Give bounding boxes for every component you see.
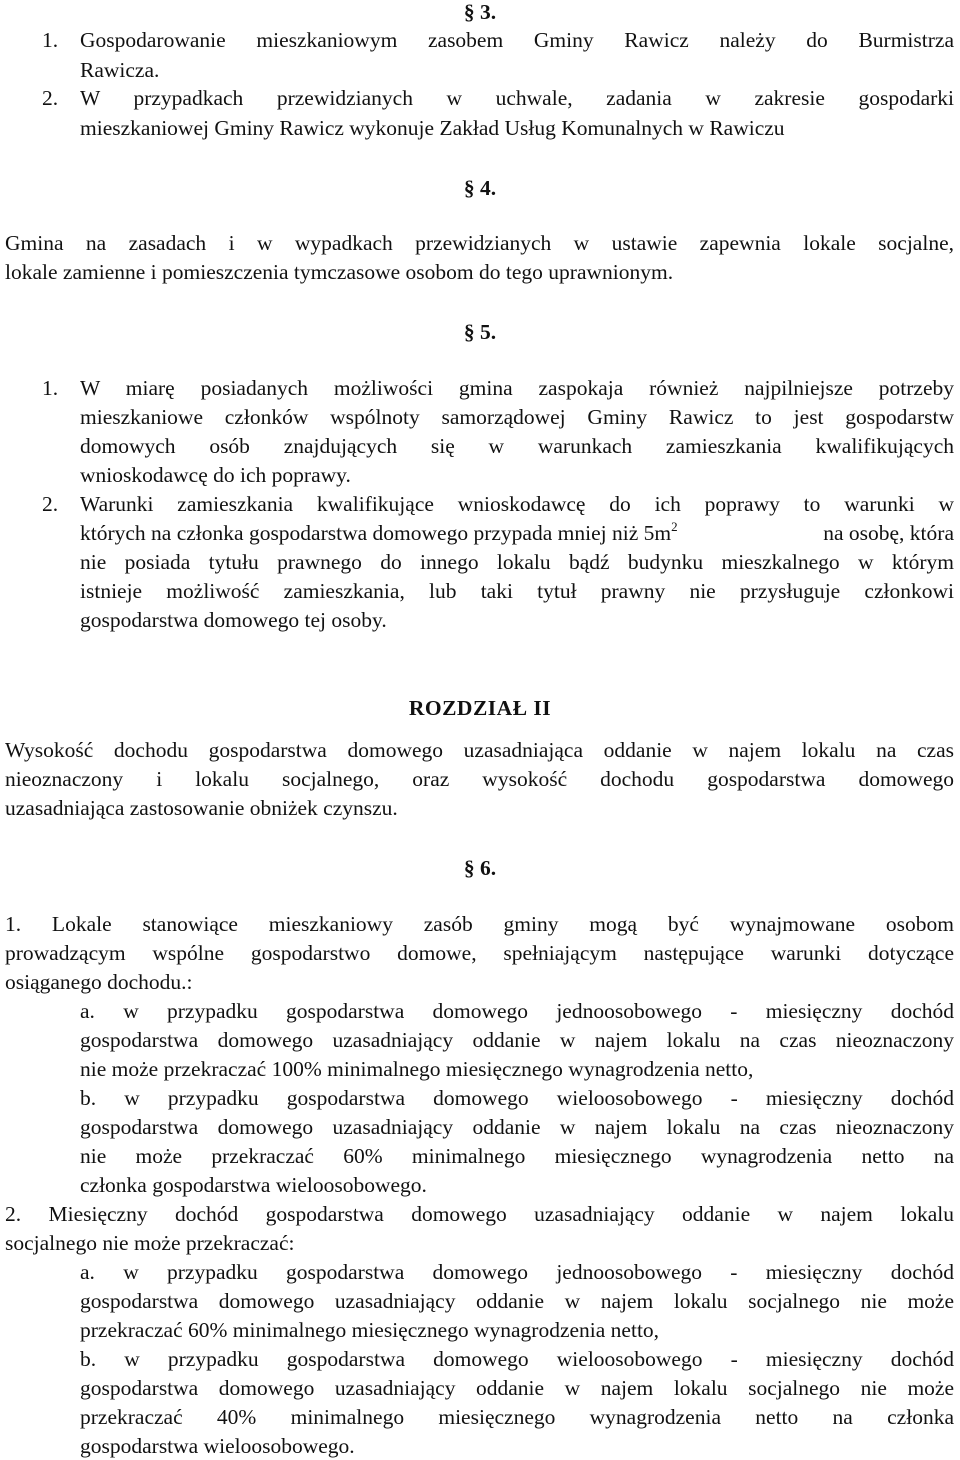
s6-p1-line-2: prowadzącym wspólne gospodarstwo domowe, spełniającym następujące warunki dotyczące	[5, 941, 954, 965]
s6-p2-a-line-2: gospodarstwa domowego uzasadniający oddanie w najem lokalu socjalnego nie może	[80, 1289, 954, 1313]
superscript-2: 2	[671, 519, 678, 534]
chapter-line-2: nieoznaczony i lokalu socjalnego, oraz wysokość dochodu gospodarstwa domowego	[5, 767, 954, 791]
s6-p1-a-line-2: gospodarstwa domowego uzasadniający oddanie w najem lokalu na czas nieoznaczony	[80, 1028, 954, 1052]
s5-item-2-line-4: istnieje możliwość zamieszkania, lub taki tytuł prawny nie przysługuje członkowi	[80, 579, 954, 603]
s3-item-1-line-1: Gospodarowanie mieszkaniowym zasobem Gminy Rawicz należy do Burmistrza	[80, 28, 954, 52]
s5-item-1-line-2: mieszkaniowe członków wspólnoty samorządowej Gminy Rawicz to jest gospodarstw	[80, 405, 954, 429]
s4-line-2: lokale zamienne i pomieszczenia tymczasowe osobom do tego uprawnionym.	[5, 260, 674, 284]
s6-p1-b-line-3: nie może przekraczać 60% minimalnego miesięcznego wynagrodzenia netto na	[80, 1144, 954, 1168]
s6-p2-line-2: socjalnego nie może przekraczać:	[5, 1231, 295, 1255]
s5-item-2-line-2-tail: na osobę, która	[823, 521, 954, 545]
s5-item-1-line-3: domowych osób znajdujących się w warunkach zamieszkania kwalifikujących	[80, 434, 954, 458]
s6-p2-a-line-3: przekraczać 60% minimalnego miesięcznego wynagrodzenia netto,	[80, 1318, 660, 1342]
s6-p2-b-line-4: gospodarstwa wieloosobowego.	[80, 1434, 355, 1458]
s5-item-1-num: 1.	[42, 376, 59, 400]
s3-item-2-num: 2.	[42, 86, 59, 110]
s6-p1-b-line-1: b. w przypadku gospodarstwa domowego wieloosobowego - miesięczny dochód	[80, 1086, 954, 1110]
s6-p1-a-line-3: nie może przekraczać 100% minimalnego miesięcznego wynagrodzenia netto,	[80, 1057, 754, 1081]
chapter-line-1: Wysokość dochodu gospodarstwa domowego uzasadniająca oddanie w najem lokalu na czas	[5, 738, 954, 762]
section-heading-4: § 4.	[463, 176, 497, 200]
s6-p2-b-line-1: b. w przypadku gospodarstwa domowego wieloosobowego - miesięczny dochód	[80, 1347, 954, 1371]
s6-p1-line-3: osiąganego dochodu.:	[5, 970, 193, 994]
s6-p1-a-line-1: a. w przypadku gospodarstwa domowego jednoosobowego - miesięczny dochód	[80, 999, 954, 1023]
chapter-title: ROZDZIAŁ II	[408, 696, 552, 720]
s3-item-1-num: 1.	[42, 28, 59, 52]
s5-item-2-line-3: nie posiada tytułu prawnego do innego lokalu bądź budynku mieszkalnego w którym	[80, 550, 954, 574]
s4-line-1: Gmina na zasadach i w wypadkach przewidzianych w ustawie zapewnia lokale socjalne,	[5, 231, 954, 255]
s6-p1-b-line-2: gospodarstwa domowego uzasadniający oddanie w najem lokalu na czas nieoznaczony	[80, 1115, 954, 1139]
s6-p2-a-line-1: a. w przypadku gospodarstwa domowego jednoosobowego - miesięczny dochód	[80, 1260, 954, 1284]
s5-item-2-line-1: Warunki zamieszkania kwalifikujące wnioskodawcę do ich poprawy to warunki w	[80, 492, 954, 516]
s6-p2-b-line-2: gospodarstwa domowego uzasadniający oddanie w najem lokalu socjalnego nie może	[80, 1376, 954, 1400]
s5-item-2-line-2-text	[80, 519, 678, 545]
s5-item-2-line-5: gospodarstwa domowego tej osoby.	[80, 608, 387, 632]
s5-item-1-line-4: wnioskodawcę do ich poprawy.	[80, 463, 351, 487]
section-heading-6: § 6.	[463, 856, 497, 880]
s6-p1-b-line-4: członka gospodarstwa wieloosobowego.	[80, 1173, 427, 1197]
section-heading-5: § 5.	[463, 320, 497, 344]
s5-item-2-line-2-main: których na członka gospodarstwa domowego przypada mniej niż 5m	[80, 521, 672, 545]
s3-item-2-line-2: mieszkaniowej Gminy Rawicz wykonuje Zakład Usług Komunalnych w Rawiczu	[80, 116, 785, 140]
section-heading-3: § 3.	[463, 0, 497, 24]
s5-item-2-line-2	[80, 519, 954, 545]
chapter-line-3: uzasadniająca zastosowanie obniżek czynszu.	[5, 796, 398, 820]
s5-item-1-line-1: W miarę posiadanych możliwości gmina zaspokaja również najpilniejsze potrzeby	[80, 376, 954, 400]
s6-p2-line-1: 2. Miesięczny dochód gospodarstwa domowego uzasadniający oddanie w najem lokalu	[5, 1202, 954, 1226]
s3-item-1-line-2: Rawicza.	[80, 58, 160, 82]
s6-p1-line-1: 1. Lokale stanowiące mieszkaniowy zasób gminy mogą być wynajmowane osobom	[5, 912, 954, 936]
s3-item-2-line-1: W przypadkach przewidzianych w uchwale, zadania w zakresie gospodarki	[80, 86, 954, 110]
s6-p2-b-line-3: przekraczać 40% minimalnego miesięcznego wynagrodzenia netto na członka	[80, 1405, 954, 1429]
s5-item-2-num: 2.	[42, 492, 59, 516]
